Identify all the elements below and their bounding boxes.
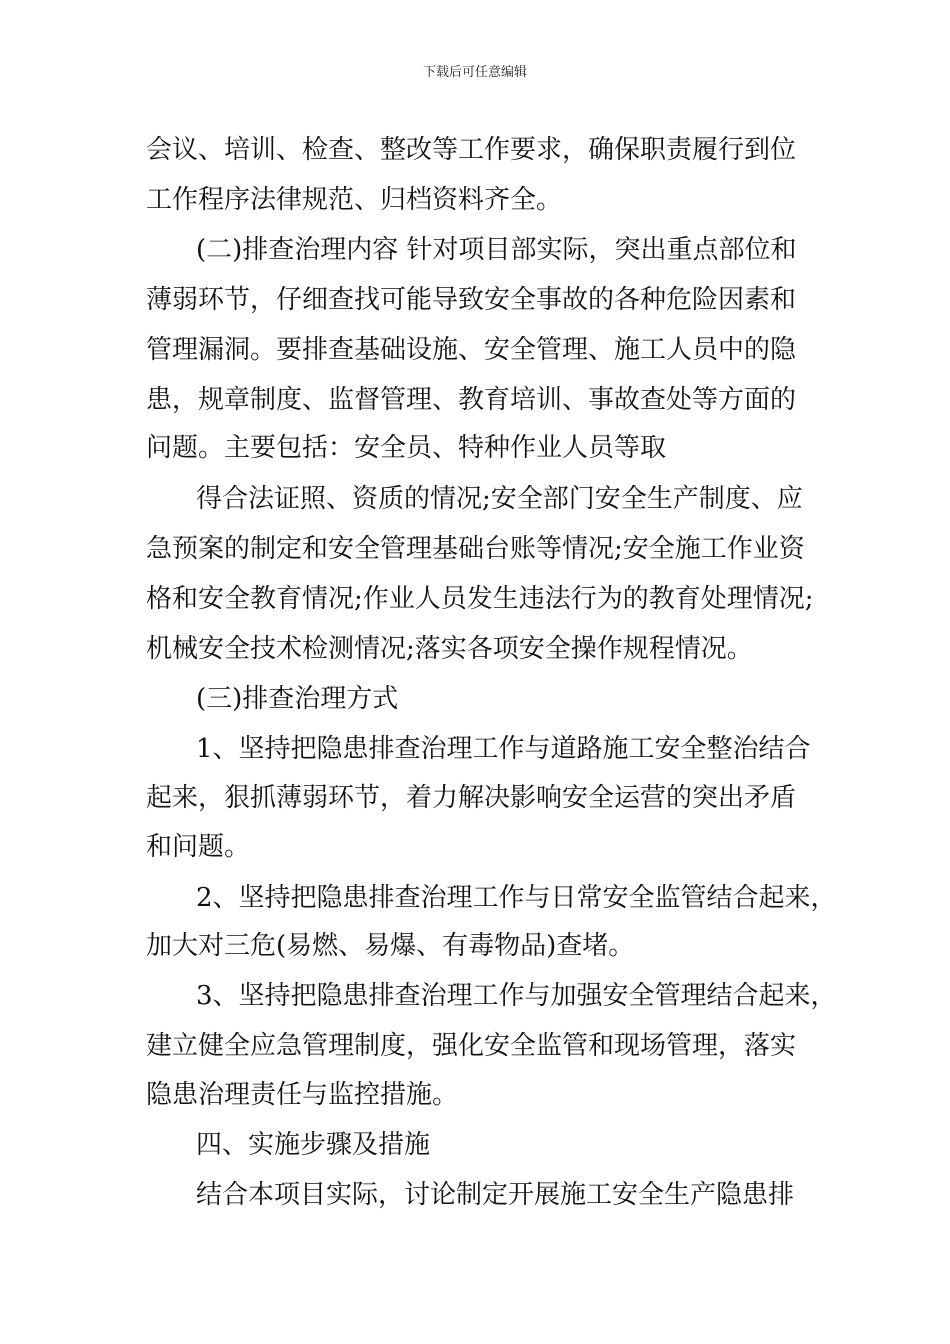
text-line: 1、坚持把隐患排查治理工作与道路施工安全整治结合 — [196, 734, 811, 764]
text-line: 格和安全教育情况;作业人员发生违法行为的教育处理情况; — [146, 584, 814, 614]
text-line: 3、坚持把隐患排查治理工作与加强安全管理结合起来， — [196, 981, 837, 1011]
text-line: 和问题。 — [146, 832, 251, 862]
text-line: (二)排查治理内容 针对项目部实际，突出重点部位和 — [196, 235, 797, 265]
page-header: 下载后可任意编辑 — [422, 65, 527, 80]
text-line: 结合本项目实际，讨论制定开展施工安全生产隐患排 — [196, 1180, 795, 1210]
text-line: 管理漏洞。要排查基础设施、安全管理、施工人员中的隐 — [146, 335, 797, 365]
text-line: 急预案的制定和安全管理基础台账等情况;安全施工作业资 — [146, 534, 805, 564]
text-line: 患，规章制度、监督管理、教育培训、事故查处等方面的 — [146, 385, 797, 415]
text-line: 建立健全应急管理制度，强化安全监管和现场管理，落实 — [146, 1031, 797, 1061]
text-line: 得合法证照、资质的情况;安全部门安全生产制度、应 — [196, 484, 803, 514]
text-line: 隐患治理责任与监控措施。 — [146, 1080, 459, 1110]
text-line: 问题。主要包括：安全员、特种作业人员等取 — [146, 433, 667, 463]
text-line: 2、坚持把隐患排查治理工作与日常安全监管结合起来， — [196, 883, 837, 913]
text-line: 机械安全技术检测情况;落实各项安全操作规程情况。 — [146, 634, 753, 664]
text-line: 工作程序法律规范、归档资料齐全。 — [146, 185, 563, 215]
text-line: 薄弱环节，仔细查找可能导致安全事故的各种危险因素和 — [146, 285, 797, 315]
text-line: 加大对三危(易燃、易爆、有毒物品)查堵。 — [146, 931, 635, 961]
text-line: 四、实施步骤及措施 — [196, 1130, 431, 1160]
text-line: 起来，狠抓薄弱环节，着力解决影响安全运营的突出矛盾 — [146, 783, 797, 813]
text-line: (三)排查治理方式 — [196, 684, 399, 714]
text-line: 会议、培训、检查、整改等工作要求，确保职责履行到位 — [146, 135, 797, 165]
